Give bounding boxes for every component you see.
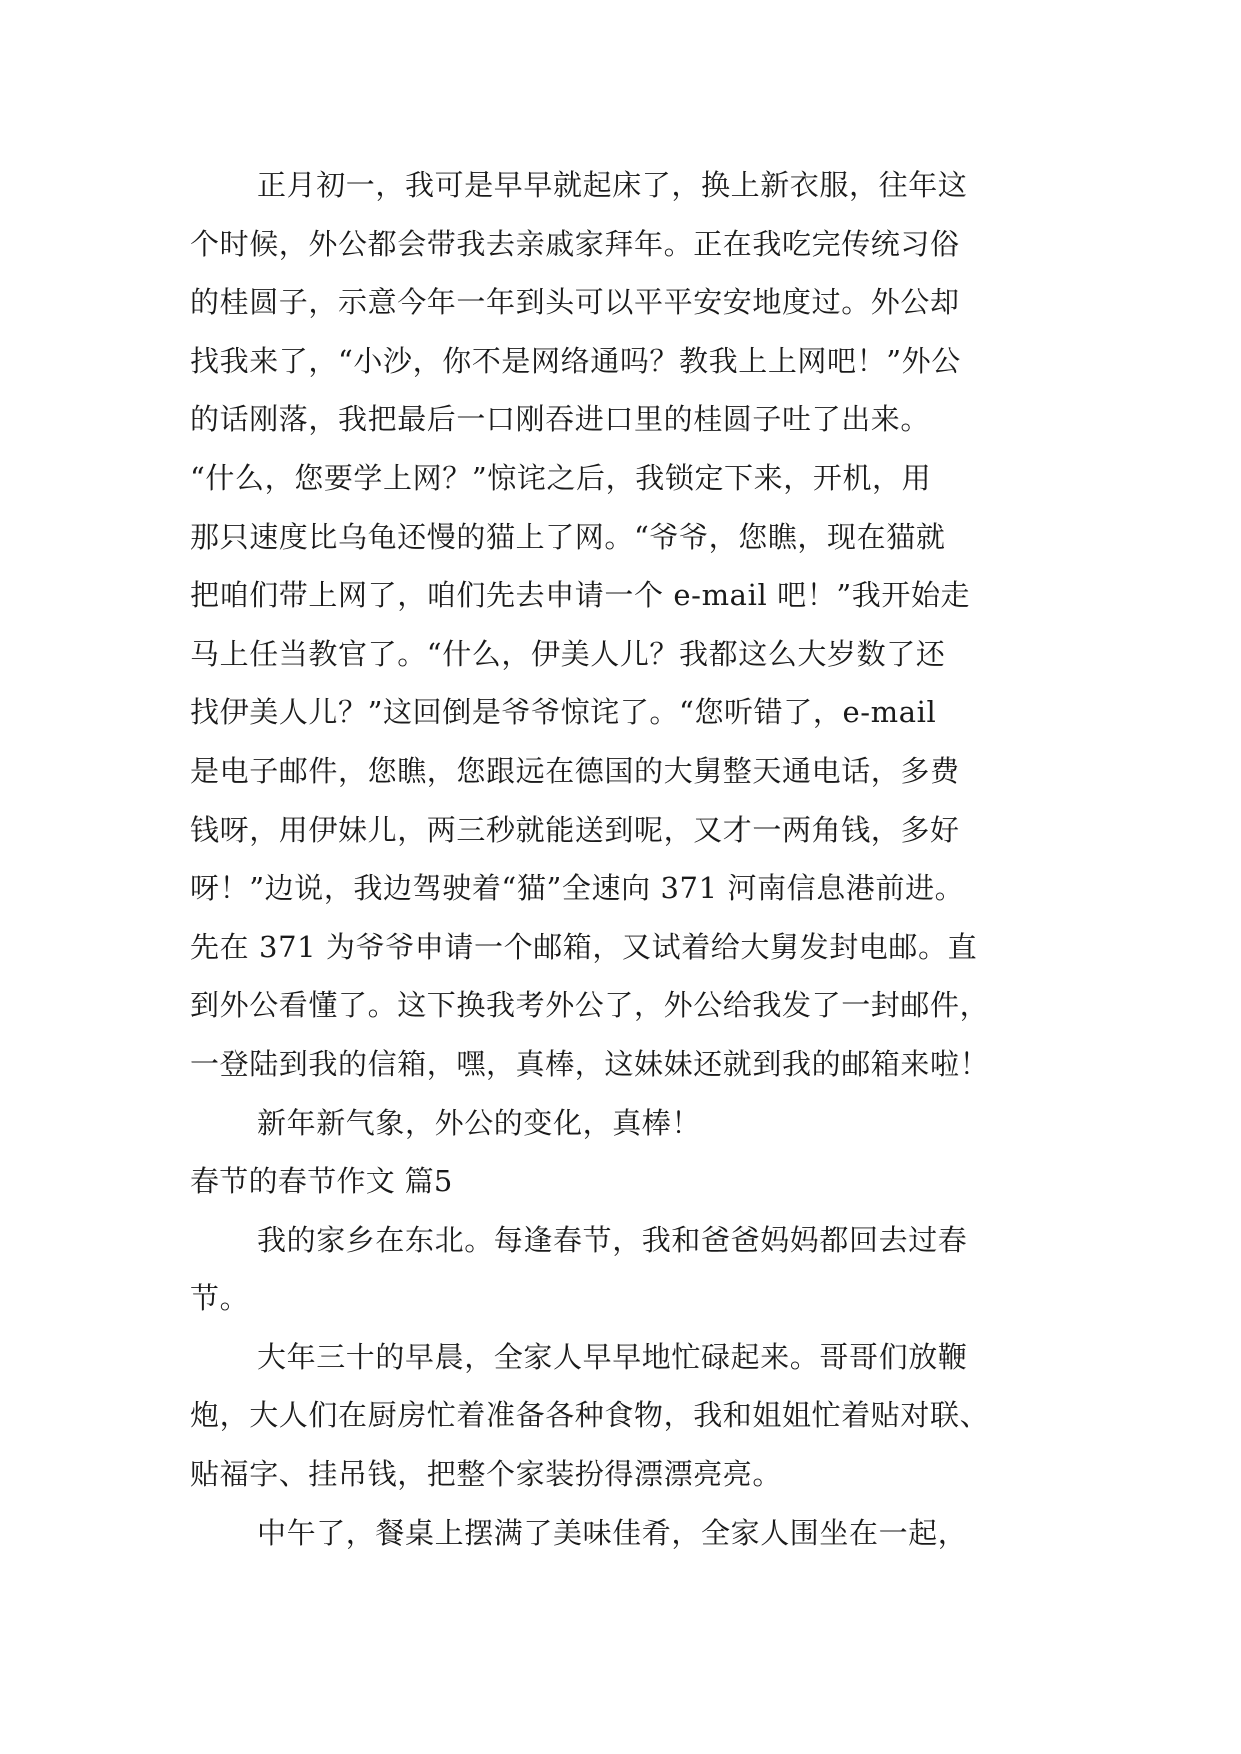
- section-heading: 春节的春节作文 篇5: [190, 1164, 453, 1199]
- text-line: 找伊美人儿？”这回倒是爷爷惊诧了。“您听错了，e-mail: [190, 695, 937, 730]
- text-line: 炮，大人们在厨房忙着准备各种食物，我和姐姐忙着贴对联、: [190, 1398, 990, 1433]
- text-line: 到外公看懂了。这下换我考外公了，外公给我发了一封邮件，: [190, 988, 990, 1023]
- text-line: 个时候，外公都会带我去亲戚家拜年。正在我吃完传统习俗: [190, 226, 960, 261]
- text-line: 中午了，餐桌上摆满了美味佳肴，全家人围坐在一起，: [257, 1515, 968, 1550]
- text-line: 呀！”边说，我边驾驶着“猫”全速向 371 河南信息港前进。: [190, 871, 965, 906]
- text-column: [190, 156, 1070, 1562]
- text-line: 一登陆到我的信箱，嘿，真棒，这妹妹还就到我的邮箱来啦！: [190, 1046, 990, 1081]
- text-line: 找我来了，“小沙，你不是网络通吗？教我上上网吧！”外公: [190, 343, 961, 378]
- text-line: 的桂圆子，示意今年一年到头可以平平安安地度过。外公却: [190, 285, 960, 320]
- text-line: 把咱们带上网了，咱们先去申请一个 e-mail 吧！”我开始走: [190, 578, 971, 613]
- text-line: 那只速度比乌龟还慢的猫上了网。“爷爷，您瞧，现在猫就: [190, 519, 946, 554]
- text-line: 贴福字、挂吊钱，把整个家装扮得漂漂亮亮。: [190, 1457, 783, 1492]
- text-line: 先在 371 为爷爷申请一个邮箱，又试着给大舅发封电邮。直: [190, 929, 978, 964]
- text-line: “什么，您要学上网？”惊诧之后，我锁定下来，开机，用: [190, 460, 932, 495]
- text-line: 马上任当教官了。“什么，伊美人儿？我都这么大岁数了还: [190, 636, 946, 671]
- text-line: 节。: [190, 1281, 250, 1316]
- text-line: 是电子邮件，您瞧，您跟远在德国的大舅整天通电话，多费: [190, 753, 960, 788]
- text-line: 新年新气象，外公的变化，真棒！: [257, 1105, 702, 1140]
- text-line: 钱呀，用伊妹儿，两三秒就能送到呢，又才一两角钱，多好: [190, 812, 960, 847]
- text-line: 我的家乡在东北。每逢春节，我和爸爸妈妈都回去过春: [257, 1222, 968, 1257]
- text-line: 正月初一，我可是早早就起床了，换上新衣服，往年这: [257, 168, 968, 202]
- text-line: 大年三十的早晨，全家人早早地忙碌起来。哥哥们放鞭: [257, 1339, 968, 1374]
- text-line: 的话刚落，我把最后一口刚吞进口里的桂圆子吐了出来。: [190, 402, 931, 437]
